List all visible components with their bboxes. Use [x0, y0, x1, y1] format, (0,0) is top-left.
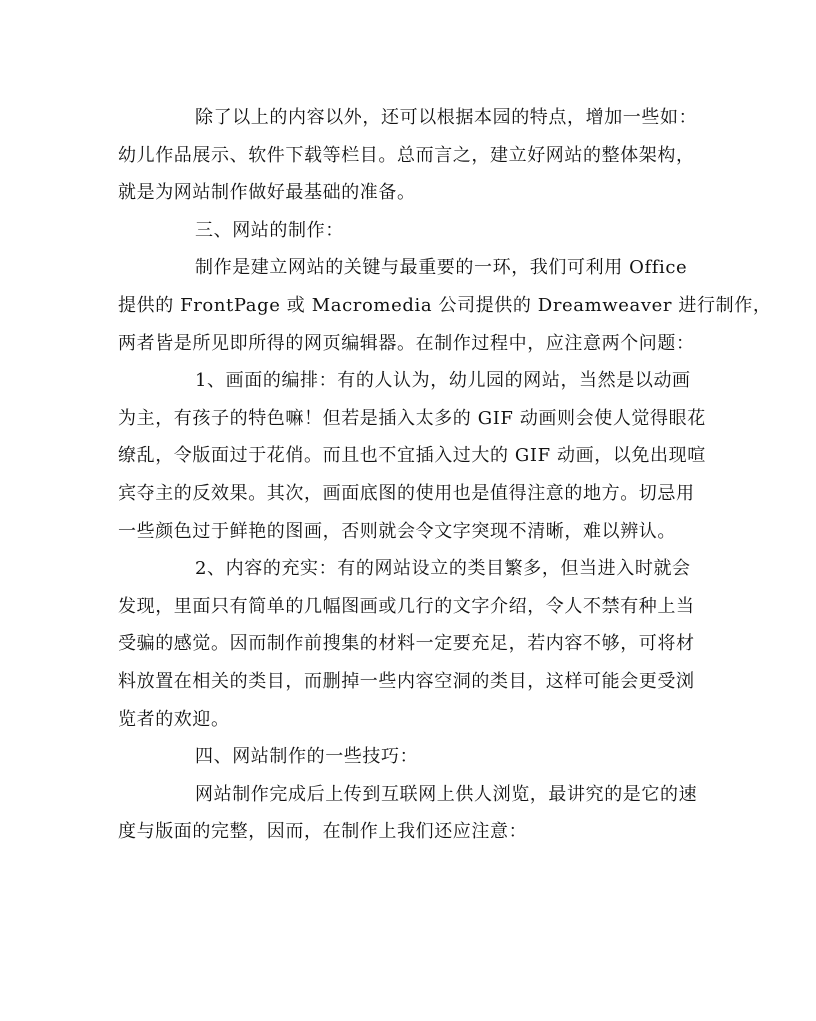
text-line: 除了以上的内容以外，还可以根据本园的特点，增加一些如： — [195, 107, 698, 128]
text-line: 料放置在相关的类目，而删掉一些内容空洞的类目，这样可能会更受浏 — [118, 670, 695, 692]
section-heading-4: 四、网站制作的一些技巧： — [195, 746, 419, 768]
text-line: 提供的 FrontPage 或 Macromedia 公司提供的 Dreamweaver 进行制作， — [118, 294, 772, 316]
text-line: 受骗的感觉。因而制作前搜集的材料一定要充足，若内容不够，可将材 — [118, 633, 695, 655]
text-line: 就是为网站制作做好最基础的准备。 — [118, 182, 416, 204]
text-line: 度与版面的完整，因而，在制作上我们还应注意： — [118, 821, 528, 843]
text-line: 制作是建立网站的关键与最重要的一环，我们可利用 Office — [195, 257, 688, 279]
section-heading-3: 三、网站的制作： — [195, 219, 344, 241]
text-line: 两者皆是所见即所得的网页编辑器。在制作过程中，应注意两个问题： — [118, 332, 695, 354]
text-line: 一些颜色过于鲜艳的图画，否则就会令文字突现不清晰，难以辨认。 — [118, 520, 676, 542]
text-line: 缭乱，令版面过于花俏。而且也不宜插入过大的 GIF 动画，以免出现喧 — [118, 445, 706, 467]
text-line: 览者的欢迎。 — [118, 708, 230, 730]
text-line: 宾夺主的反效果。其次，画面底图的使用也是值得注意的地方。切忌用 — [118, 482, 695, 504]
text-line: 幼儿作品展示、软件下载等栏目。总而言之，建立好网站的整体架构， — [118, 144, 695, 166]
text-line: 1、画面的编排：有的人认为，幼儿园的网站，当然是以动画 — [195, 370, 691, 392]
text-line: 发现，里面只有简单的几幅图画或几行的文字介绍，令人不禁有种上当 — [118, 595, 695, 617]
text-line: 2、内容的充实：有的网站设立的类目繁多，但当进入时就会 — [195, 558, 691, 580]
text-line: 为主，有孩子的特色嘛！但若是插入太多的 GIF 动画则会使人觉得眼花 — [118, 407, 706, 429]
text-line: 网站制作完成后上传到互联网上供人浏览，最讲究的是它的速 — [195, 783, 698, 805]
document-body — [118, 99, 772, 851]
